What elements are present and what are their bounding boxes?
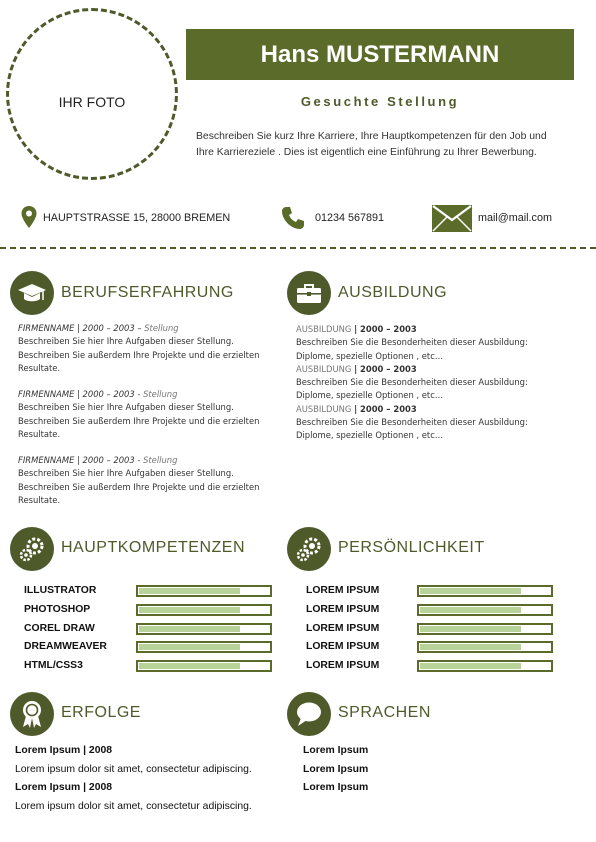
languages-title: SPRACHEN <box>338 704 431 721</box>
briefcase-icon <box>287 271 331 315</box>
experience-line: Beschreiben Sie hier Ihre Aufgaben dieser Stellung. <box>18 468 234 479</box>
personality-bar <box>417 641 553 653</box>
name-banner: Hans MUSTERMANN <box>186 29 574 80</box>
language-item: Lorem Ipsum <box>303 745 369 756</box>
education-line: Diplome, spezielle Optionen , etc… <box>296 350 444 361</box>
contact-phone: 01234 567891 <box>315 212 385 224</box>
experience-line: Resultate. <box>18 494 61 505</box>
mail-icon <box>432 205 472 232</box>
phone-icon <box>280 205 306 231</box>
skill-bar-fill <box>139 663 240 669</box>
contact-email: mail@mail.com <box>478 212 552 224</box>
achievement-heading: Lorem Ipsum | 2008 <box>15 782 113 793</box>
skill-bar <box>136 641 272 653</box>
skill-bar-fill <box>139 626 240 632</box>
personality-label: LOREM IPSUM <box>306 623 380 634</box>
achievements-title: ERFOLGE <box>61 704 141 721</box>
personality-label: LOREM IPSUM <box>306 585 380 596</box>
personality-bar-fill <box>420 607 521 613</box>
experience-role: Stellung <box>143 389 178 399</box>
experience-entry <box>18 454 280 507</box>
experience-company: FIRMENNAME <box>18 455 75 465</box>
education-line: Beschreiben Sie die Besonderheiten dieser Ausbildung: <box>296 337 528 348</box>
education-line: Diplome, spezielle Optionen , etc… <box>296 430 444 441</box>
education-line: Beschreiben Sie die Besonderheiten dieser Ausbildung: <box>296 417 528 428</box>
experience-role: Stellung <box>143 455 178 465</box>
education-years: | 2000 – 2003 <box>354 324 417 334</box>
graduation-cap-icon <box>10 271 54 315</box>
education-years: | 2000 – 2003 <box>354 403 417 414</box>
experience-line: Beschreiben Sie hier Ihre Aufgaben dieser Stellung. <box>18 402 234 413</box>
experience-line: Beschreiben Sie außerdem Ihre Projekte und die erzielten <box>18 481 260 492</box>
personality-bar-fill <box>420 588 521 594</box>
personality-label: LOREM IPSUM <box>306 641 380 652</box>
personality-bar <box>417 604 553 616</box>
experience-line: Resultate. <box>18 362 61 373</box>
language-item: Lorem Ipsum <box>303 764 369 775</box>
section-divider <box>0 247 596 249</box>
award-ribbon-icon <box>10 692 54 736</box>
experience-role: Stellung <box>144 323 179 333</box>
experience-company: FIRMENNAME <box>18 323 75 333</box>
contact-address: HAUPTSTRASSE 15, 28000 BREMEN <box>43 212 231 224</box>
personality-label: LOREM IPSUM <box>306 604 380 615</box>
experience-company: FIRMENNAME <box>18 389 75 399</box>
experience-line: Beschreiben Sie außerdem Ihre Projekte und die erzielten <box>18 415 260 426</box>
experience-years: | 2000 – 2003 - <box>77 389 141 399</box>
experience-years: | 2000 – 2003 – <box>77 323 142 333</box>
experience-line: Resultate. <box>18 428 61 439</box>
skills-title: HAUPTKOMPETENZEN <box>61 539 246 556</box>
personality-bar <box>417 660 553 672</box>
education-list <box>296 323 556 443</box>
skill-label: PHOTOSHOP <box>24 604 91 615</box>
skill-bar <box>136 660 272 672</box>
photo-label: IHR FOTO <box>58 94 126 110</box>
personality-bar-fill <box>420 663 521 669</box>
skill-label: COREL DRAW <box>24 623 95 634</box>
skill-label: DREAMWEAVER <box>24 641 107 652</box>
experience-entry <box>18 388 280 441</box>
personality-bar <box>417 623 553 635</box>
intro-text: Beschreiben Sie kurz Ihre Karriere, Ihre Hauptkompetenzen für den Job und Ihre Karriereziele . Dies ist eigentlich eine Einführung zu Ihrer Bewerbung. <box>196 131 547 158</box>
skill-label: HTML/CSS3 <box>24 660 83 671</box>
experience-line: Beschreiben Sie hier Ihre Aufgaben dieser Stellung. <box>18 336 234 347</box>
experience-years: | 2000 – 2003 - <box>77 455 141 465</box>
skill-label: ILLUSTRATOR <box>24 585 97 596</box>
skill-bar <box>136 623 272 635</box>
experience-entry <box>18 322 280 375</box>
education-line: Beschreiben Sie die Besonderheiten dieser Ausbildung: <box>296 377 528 388</box>
personality-bar-fill <box>420 644 521 650</box>
education-label: AUSBILDUNG <box>296 363 352 374</box>
job-title: Gesuchte Stellung <box>300 94 460 109</box>
personality-bar <box>417 585 553 597</box>
experience-line: Beschreiben Sie außerdem Ihre Projekte und die erzielten <box>18 349 260 360</box>
skill-bar-fill <box>139 588 240 594</box>
gears-icon <box>10 527 54 571</box>
achievement-text: Lorem ipsum dolor sit amet, consectetur adipiscing. <box>15 801 252 812</box>
personality-bar-fill <box>420 626 521 632</box>
location-pin-icon <box>20 205 38 229</box>
skill-bar <box>136 585 272 597</box>
education-years: | 2000 – 2003 <box>354 363 417 374</box>
skill-bar-fill <box>139 644 240 650</box>
personality-label: LOREM IPSUM <box>306 660 380 671</box>
language-item: Lorem Ipsum <box>303 782 369 793</box>
education-title: AUSBILDUNG <box>338 284 448 301</box>
achievement-text: Lorem ipsum dolor sit amet, consectetur adipiscing. <box>15 764 252 775</box>
achievement-heading: Lorem Ipsum | 2008 <box>15 745 113 756</box>
experience-title: BERUFSERFAHRUNG <box>61 284 234 301</box>
skill-bar <box>136 604 272 616</box>
personality-title: PERSÖNLICHKEIT <box>338 539 485 556</box>
gears-icon <box>287 527 331 571</box>
education-line: Diplome, spezielle Optionen , etc… <box>296 390 444 401</box>
education-label: AUSBILDUNG <box>296 324 352 334</box>
skill-bar-fill <box>139 607 240 613</box>
speech-bubble-icon <box>287 692 331 736</box>
education-label: AUSBILDUNG <box>296 403 352 414</box>
